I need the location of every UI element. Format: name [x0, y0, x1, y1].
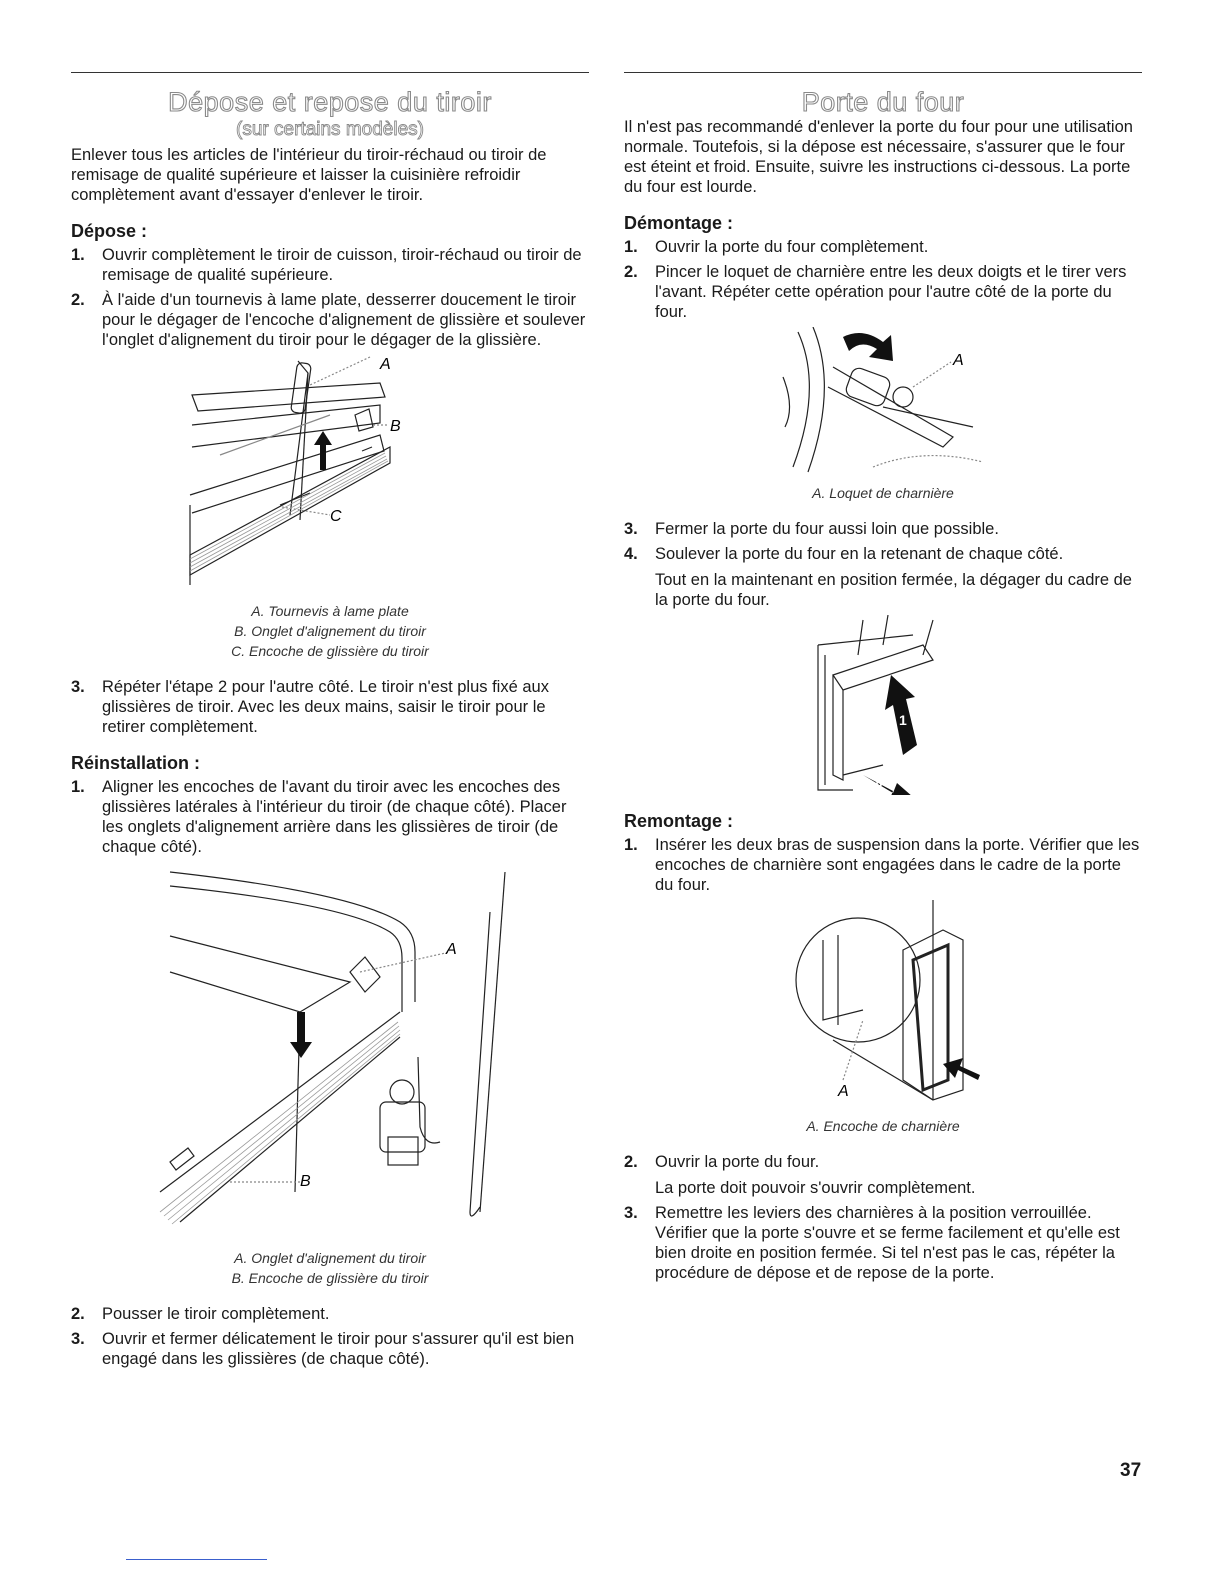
remontage-step-1 [624, 835, 1142, 895]
figure2-caption-a: A. Onglet d'alignement du tiroir [234, 1250, 426, 1266]
figure-label-b: B [300, 1173, 311, 1190]
depose-heading: Dépose : [71, 221, 148, 241]
figure-label-a: A [446, 941, 457, 958]
step-number: 1. [71, 246, 85, 264]
right-top-rule [624, 72, 1142, 73]
drawer-removal-illustration [180, 355, 480, 595]
step-text: Ouvrir la porte du four complètement. [655, 238, 929, 256]
step-text: Remettre les leviers des charnières à la position verrouillée. Vérifier que la porte s'ouvre et se ferme facilement et qu'elle est bien droite en position fermée. Si tel n'est pas le cas, répéter la procédure de dépose et de repose de la porte. [655, 1204, 1120, 1282]
step-text: Ouvrir la porte du four. [655, 1153, 820, 1171]
step-subtext: La porte doit pouvoir s'ouvrir complètement. [655, 1179, 976, 1197]
demontage-steps [624, 237, 1142, 322]
step-number: 3. [624, 1204, 638, 1222]
step-text: Soulever la porte du four en la retenant de chaque côté. [655, 545, 1064, 563]
step-number: 1. [624, 238, 638, 256]
step-number: 4. [624, 545, 638, 563]
drawer-intro: Enlever tous les articles de l'intérieur du tiroir-réchaud ou tiroir de remisage de qualité supérieure et laisser la cuisinière refroidir complètement avant d'essayer d'enlever le tiroir. [71, 146, 547, 204]
figure-label-b: B [390, 418, 401, 435]
right-column [624, 72, 1142, 1288]
step-number: 2. [71, 1305, 85, 1323]
demontage-steps-after [624, 519, 1142, 610]
hinge-latch-illustration [773, 327, 993, 477]
drawer-section-subtitle: (sur certains modèles) [236, 119, 424, 140]
step-text: Répéter l'étape 2 pour l'autre côté. Le tiroir n'est plus fixé aux glissières de tiroir. Avec les deux mains, saisir le tiroir pour le retirer complètement. [102, 678, 549, 736]
remontage-heading: Remontage : [624, 811, 734, 831]
figure-label-a: A [838, 1083, 849, 1100]
figure1-caption-b: B. Onglet d'alignement du tiroir [234, 623, 426, 639]
demontage-step-3 [624, 519, 1142, 539]
depose-step-3-list [71, 677, 589, 737]
step-text: À l'aide d'un tournevis à lame plate, desserrer doucement le tiroir pour le dégager de l'encoche d'alignement de glissière et soulever l'onglet d'alignement du tiroir pour le dégager de la glissière. [102, 291, 586, 349]
reinstall-step-1 [71, 777, 589, 857]
step-text: Aligner les encoches de l'avant du tiroir avec les encoches des glissières latérales à l'intérieur du tiroir (de chaque côté). Placer les onglets d'alignement arrière dans les glissières de tiroir (de chaque côté). [102, 778, 567, 856]
step-number: 3. [71, 1330, 85, 1348]
step-number: 2. [71, 291, 85, 309]
reinstall-step-3 [71, 1329, 589, 1369]
depose-step-1 [71, 245, 589, 285]
remontage-step-1-list [624, 835, 1142, 895]
demontage-step-1 [624, 237, 1142, 257]
step-number: 3. [624, 520, 638, 538]
step-text: Ouvrir et fermer délicatement le tiroir pour s'assurer qu'il est bien engagé dans les glissières (de chaque côté). [102, 1330, 575, 1368]
step-text: Pincer le loquet de charnière entre les deux doigts et le tirer vers l'avant. Répéter cette opération pour l'autre côté de la porte du four. [655, 263, 1127, 321]
step-number: 1. [71, 778, 85, 796]
depose-steps [71, 245, 589, 350]
page-number: 37 [1120, 1460, 1142, 1481]
step-subtext: Tout en la maintenant en position fermée, la dégager du cadre de la porte du four. [655, 571, 1132, 609]
remontage-step-3 [624, 1203, 1142, 1283]
figure-label-c: C [330, 508, 342, 525]
figure2-caption-b: B. Encoche de glissière du tiroir [231, 1270, 429, 1286]
depose-step-2 [71, 290, 589, 350]
step-text: Ouvrir complètement le tiroir de cuisson, tiroir-réchaud ou tiroir de remisage de qualité supérieure. [102, 246, 582, 284]
arrow-label-1: 1 [899, 712, 907, 728]
demontage-step-4 [624, 544, 1142, 610]
figure1-caption-c: C. Encoche de glissière du tiroir [231, 643, 429, 659]
step-number: 1. [624, 836, 638, 854]
reinstall-heading: Réinstallation : [71, 753, 201, 773]
step-number: 2. [624, 263, 638, 281]
arrow-label-2: 2 [875, 778, 883, 794]
hinge-notch-illustration [783, 900, 983, 1110]
figure-label-a: A [953, 352, 964, 369]
reinstall-step-2 [71, 1304, 589, 1324]
footer-link-underline [126, 1559, 267, 1560]
oven-door-intro: Il n'est pas recommandé d'enlever la porte du four pour une utilisation normale. Toutefois, si la dépose est nécessaire, s'assurer que le four est éteint et froid. Ensuite, suivre les instructions ci-dessous. La porte du four est lourde. [624, 118, 1133, 196]
step-text: Pousser le tiroir complètement. [102, 1305, 330, 1323]
figure3-caption: A. Loquet de charnière [812, 485, 954, 501]
reinstall-steps-after [71, 1304, 589, 1369]
depose-step-3 [71, 677, 589, 737]
oven-door-title: Porte du four [801, 87, 965, 117]
left-column [71, 72, 589, 1374]
door-lift-illustration [813, 615, 953, 795]
step-number: 2. [624, 1153, 638, 1171]
drawer-reinstall-illustration [150, 862, 510, 1242]
demontage-heading: Démontage : [624, 213, 734, 233]
figure1-caption-a: A. Tournevis à lame plate [251, 603, 409, 619]
step-text: Fermer la porte du four aussi loin que possible. [655, 520, 999, 538]
figure5-caption: A. Encoche de charnière [806, 1118, 960, 1134]
step-number: 3. [71, 678, 85, 696]
drawer-section-title: Dépose et repose du tiroir [168, 87, 492, 117]
demontage-step-2 [624, 262, 1142, 322]
left-top-rule [71, 72, 589, 73]
step-text: Insérer les deux bras de suspension dans la porte. Vérifier que les encoches de charnière sont engagées dans le cadre de la porte du four. [655, 836, 1140, 894]
remontage-step-2 [624, 1152, 1142, 1198]
figure-label-a: A [380, 356, 391, 373]
remontage-steps-after [624, 1152, 1142, 1283]
reinstall-step-1-list [71, 777, 589, 857]
